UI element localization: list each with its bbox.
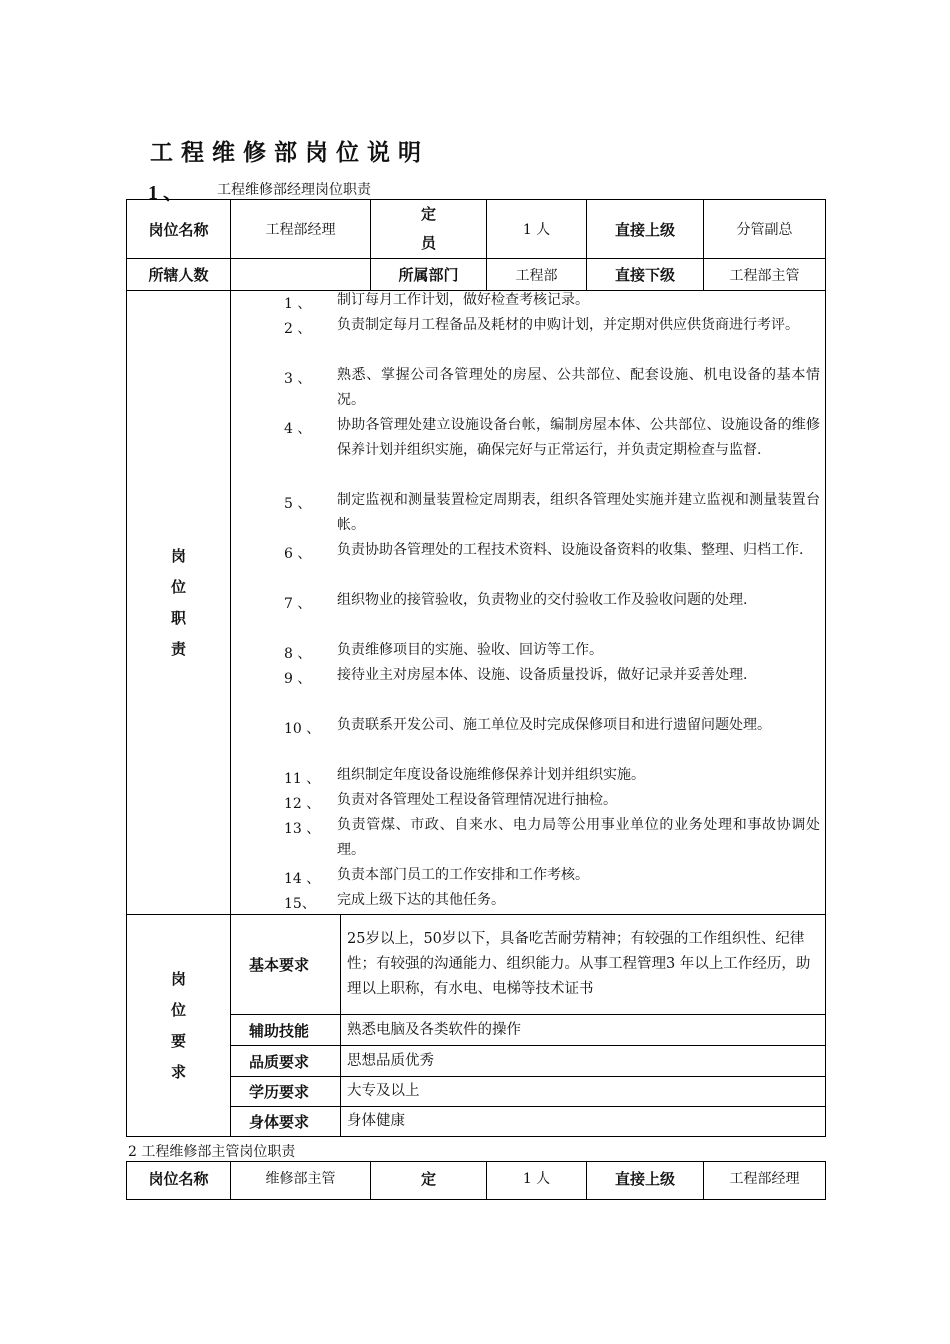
duty-text: 负责制定每月工程备品及耗材的申购计划，并定期对供应供货商进行考评。: [337, 317, 799, 333]
health-req-value: 身体健康: [341, 1107, 826, 1137]
dept-label: 所属部门: [371, 259, 487, 291]
duty-text: 熟悉、掌握公司各管理处的房屋、公共部位、配套设施、机电设备的基本情况。: [337, 367, 820, 408]
health-req-label: 身体要求: [231, 1107, 341, 1137]
subordinates-label: 所辖人数: [127, 259, 231, 291]
duties-label: [127, 291, 231, 915]
duties-label-char: 职: [170, 608, 186, 627]
duty-number: 3 、: [284, 371, 312, 387]
quota-value-2: 1 人: [487, 1162, 587, 1200]
duty-text: 负责本部门员工的工作安排和工作考核。: [337, 867, 589, 883]
duty-number: 8 、: [284, 646, 312, 662]
duty-number: 2 、: [284, 321, 312, 337]
section-2-title: 2 工程维修部主管岗位职责: [128, 1144, 296, 1160]
duty-text: 协助各管理处建立设施设备台帐，编制房屋本体、公共部位、设施设备的维修保养计划并组织实施，确保完好与正常运行，并负责定期检查与监督.: [337, 417, 820, 458]
duty-text: 制定监视和测量装置检定周期表，组织各管理处实施并建立监视和测量装置台帐。: [337, 492, 820, 533]
duty-number: 4 、: [284, 421, 312, 437]
duty-number: 7 、: [284, 596, 312, 612]
duty-number: 13 、: [284, 821, 321, 837]
duty-number: 11 、: [284, 771, 321, 787]
duty-number: 9 、: [284, 671, 312, 687]
duty-text: 组织制定年度设备设施维修保养计划并组织实施。: [337, 767, 645, 783]
duty-number: 14 、: [284, 871, 321, 887]
duty-text: 制订每月工作计划，做好检查考核记录。: [337, 292, 589, 308]
aux-skill-value: 熟悉电脑及各类软件的操作: [341, 1015, 826, 1046]
document-title: 工程维修部岗位说明: [150, 140, 429, 166]
direct-sub-label: 直接下级: [587, 259, 704, 291]
requirements-label: [127, 915, 231, 1137]
section-1-title: 工程维修部经理岗位职责: [217, 182, 371, 198]
superior-label: 直接上级: [587, 200, 704, 259]
quality-req-value: 思想品质优秀: [341, 1046, 826, 1077]
quota-value: 1 人: [487, 200, 587, 259]
subordinates-value: [231, 259, 371, 291]
quota-label: [371, 200, 487, 259]
education-req-label: 学历要求: [231, 1077, 341, 1107]
quota-label-bottom: 员: [420, 234, 436, 252]
post-name-value: 工程部经理: [231, 200, 371, 259]
duty-text: 接待业主对房屋本体、设施、设备质量投诉，做好记录并妥善处理.: [337, 667, 748, 683]
superior-value-2: 工程部经理: [704, 1162, 826, 1200]
duty-number: 12 、: [284, 796, 321, 812]
post-name-label: 岗位名称: [127, 200, 231, 259]
quota-label-2: 定: [371, 1162, 487, 1200]
dept-value: 工程部: [487, 259, 587, 291]
requirements-label-char: 求: [170, 1062, 186, 1081]
education-req-value: 大专及以上: [341, 1077, 826, 1107]
duty-number: 10 、: [284, 721, 321, 737]
superior-label-2: 直接上级: [587, 1162, 704, 1200]
duties-cell: [231, 291, 826, 915]
duty-text: 组织物业的接管验收，负责物业的交付验收工作及验收问题的处理.: [337, 592, 748, 608]
section-1-number: 1 、: [148, 182, 183, 204]
requirements-label-char: 要: [170, 1031, 186, 1050]
duty-number: 15、: [284, 896, 316, 912]
duty-text: 负责对各管理处工程设备管理情况进行抽检。: [337, 792, 617, 808]
quota-label-top: 定: [420, 205, 436, 223]
duty-text: 负责管煤、市政、自来水、电力局等公用事业单位的业务处理和事故协调处理。: [337, 817, 820, 858]
duties-label-char: 责: [170, 639, 186, 658]
post-name-label-2: 岗位名称: [127, 1162, 231, 1200]
aux-skill-label: 辅助技能: [231, 1015, 341, 1046]
duty-text: 负责维修项目的实施、验收、回访等工作。: [337, 642, 603, 658]
job-table-manager: [126, 199, 826, 1137]
post-name-value-2: 维修部主管: [231, 1162, 371, 1200]
duty-text: 负责联系开发公司、施工单位及时完成保修项目和进行遗留问题处理。: [337, 717, 771, 733]
basic-req-value: 25岁以上，50岁以下，具备吃苦耐劳精神；有较强的工作组织性、纪律性；有较强的沟通能力、组织能力。从事工程管理3 年以上工作经历，助理以上职称，有水电、电梯等技术证书: [341, 915, 826, 1015]
job-table-supervisor: [126, 1161, 826, 1200]
duty-number: 5 、: [284, 496, 312, 512]
superior-value: 分管副总: [704, 200, 826, 259]
duty-number: 1 、: [284, 296, 312, 312]
duty-number: 6 、: [284, 546, 312, 562]
direct-sub-value: 工程部主管: [704, 259, 826, 291]
duties-list: [231, 291, 825, 914]
requirements-label-char: 岗: [170, 969, 186, 988]
basic-req-label: 基本要求: [231, 915, 341, 1015]
duties-label-char: 位: [170, 577, 186, 596]
requirements-label-char: 位: [170, 1000, 186, 1019]
duty-text: 完成上级下达的其他任务。: [337, 892, 505, 908]
duty-text: 负责协助各管理处的工程技术资料、设施设备资料的收集、整理、归档工作.: [337, 542, 804, 558]
duties-label-char: 岗: [170, 546, 186, 565]
quality-req-label: 品质要求: [231, 1046, 341, 1077]
